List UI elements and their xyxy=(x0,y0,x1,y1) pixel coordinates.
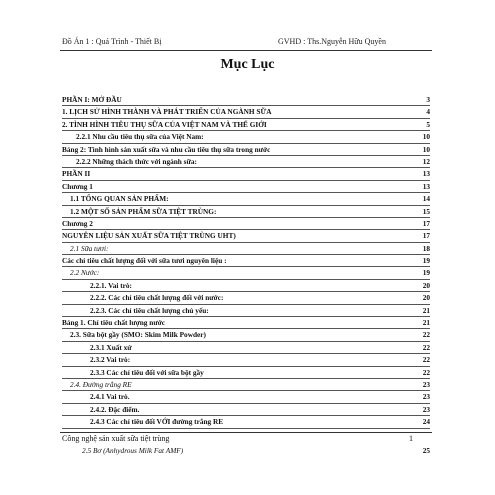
toc-entry[interactable] xyxy=(62,156,430,168)
toc-entry-text: 2.2.2. Các chỉ tiêu chất lượng đối với nước: xyxy=(90,293,224,303)
toc-entry-text: 2.4.2. Đặc điểm. xyxy=(90,404,140,414)
header-left: Đồ Án 1 : Quá Trình - Thiết Bị xyxy=(62,37,162,46)
toc-entry[interactable] xyxy=(62,342,430,354)
toc-entry-text: PHẦN I: MỞ ĐẦU xyxy=(62,95,122,104)
toc-entry[interactable] xyxy=(62,255,430,267)
toc-entry-page: 14 xyxy=(422,194,430,204)
toc-entry[interactable] xyxy=(62,230,430,242)
toc-entry-page: 10 xyxy=(422,144,430,154)
toc-entry[interactable] xyxy=(62,168,430,180)
toc-entry[interactable] xyxy=(62,243,430,255)
toc-entry[interactable] xyxy=(62,280,430,292)
toc-entry-text: 2. TÌNH HÌNH TIÊU THỤ SỮA CỦA VIỆT NAM VÀ THẾ GIỚI xyxy=(62,119,267,129)
toc-entry-text: 2.5 Bơ (Anhydrous Milk Fat AMF) xyxy=(82,446,184,455)
toc-entry-text: Chương 1 xyxy=(62,181,93,191)
toc-entry-page: 17 xyxy=(422,218,430,228)
toc-entry[interactable] xyxy=(62,119,430,131)
toc-entry-page: 22 xyxy=(422,367,430,377)
footer-left: Công nghệ sản xuất sữa tiệt trùng xyxy=(62,434,170,443)
toc-entry-text: 2.3.3 Các chỉ tiêu đối với sữa bột gầy xyxy=(90,367,204,377)
toc-entry-page: 15 xyxy=(422,206,430,216)
toc-entry[interactable] xyxy=(62,206,430,218)
toc-entry-text: 2.2.3. Các chỉ tiêu chất lượng chủ yếu: xyxy=(90,305,209,315)
toc-entry-text: Bảng 2: Tình hình sản xuất sữa và nhu cầu tiêu thụ sữa trong nước xyxy=(62,144,271,154)
toc-entry-text: 2.2.2 Những thách thức với ngành sữa: xyxy=(76,156,197,166)
toc-entry-text: NGUYÊN LIỆU SẢN XUẤT SỮA TIỆT TRÙNG UHT) xyxy=(62,231,236,241)
toc-entry-page: 13 xyxy=(422,181,430,191)
toc-entry-text: 1.2 MỘT SỐ SẢN PHẨM SỮA TIỆT TRÙNG: xyxy=(70,206,217,216)
toc-entry-text: Chương 2 xyxy=(62,218,93,228)
table-of-contents xyxy=(62,94,430,429)
toc-entry-text: Bảng 1. Chỉ tiêu chất lượng nước xyxy=(62,318,165,328)
toc-entry-page: 21 xyxy=(422,318,430,328)
toc-entry-text: 2.4.1 Vai trò. xyxy=(90,392,130,402)
toc-entry[interactable] xyxy=(62,367,430,379)
toc-entry[interactable] xyxy=(62,267,430,279)
toc-entry-page: 3 xyxy=(426,95,430,104)
toc-entry-text: 2.2.1. Vai trò: xyxy=(90,280,132,290)
toc-entry-page: 10 xyxy=(422,132,430,142)
toc-entry-page: 18 xyxy=(422,243,430,253)
toc-entry[interactable] xyxy=(62,94,430,106)
toc-entry-page: 25 xyxy=(422,446,430,455)
header-rule xyxy=(60,50,432,51)
toc-entry[interactable] xyxy=(62,317,430,329)
toc-entry-text: 2.2.1 Nhu cầu tiêu thụ sữa của Việt Nam: xyxy=(76,132,204,142)
toc-entry-text: 2.1 Sữa tươi: xyxy=(70,243,109,253)
toc-entry-text: 1.1 TỔNG QUAN SẢN PHẨM: xyxy=(70,194,169,204)
toc-entry-page: 24 xyxy=(422,417,430,427)
toc-entry[interactable] xyxy=(62,292,430,304)
footer-page-number: 1 xyxy=(409,434,413,443)
toc-entry[interactable] xyxy=(62,218,430,230)
toc-entry[interactable] xyxy=(62,354,430,366)
toc-entry[interactable] xyxy=(62,416,430,428)
toc-entry[interactable] xyxy=(62,379,430,391)
toc-entry-page: 19 xyxy=(422,256,430,266)
toc-entry[interactable] xyxy=(62,391,430,403)
toc-entry-page: 23 xyxy=(422,379,430,389)
toc-entry-page: 20 xyxy=(422,280,430,290)
toc-entry-text: 2.3.1 Xuất xứ xyxy=(90,342,132,352)
toc-entry-page: 5 xyxy=(426,119,430,129)
toc-entry-text: Các chỉ tiêu chất lượng đối với sữa tươi nguyên liệu : xyxy=(62,256,227,266)
toc-entry-page: 23 xyxy=(422,404,430,414)
header-right: GVHD : Ths.Nguyễn Hữu Quyền xyxy=(278,37,386,46)
toc-entry-page: 22 xyxy=(422,342,430,352)
page-title: Mục Lục xyxy=(220,57,275,72)
toc-entry-text: 2.4. Đường trắng RE xyxy=(70,379,132,389)
toc-entry[interactable] xyxy=(62,144,430,156)
toc-entry[interactable] xyxy=(62,131,430,143)
toc-entry-continued[interactable] xyxy=(62,446,430,456)
toc-entry-text: 2.3. Sữa bột gầy (SMO: Skim Milk Powder) xyxy=(70,330,206,340)
toc-entry[interactable] xyxy=(62,106,430,118)
toc-entry-text: PHẦN II xyxy=(62,169,91,179)
toc-entry-page: 19 xyxy=(422,268,430,278)
toc-entry-page: 22 xyxy=(422,330,430,340)
toc-entry-page: 12 xyxy=(422,156,430,166)
toc-entry[interactable] xyxy=(62,305,430,317)
toc-entry-page: 13 xyxy=(422,169,430,179)
toc-entry-page: 17 xyxy=(422,231,430,241)
toc-entry-text: 2.3.2 Vai trò: xyxy=(90,355,131,365)
toc-entry-page: 20 xyxy=(422,293,430,303)
toc-entry-text: 1. LỊCH SỬ HÌNH THÀNH VÀ PHÁT TRIỂN CỦA NGÀNH SỮA xyxy=(62,107,272,117)
toc-entry[interactable] xyxy=(62,404,430,416)
toc-entry-text: 2.2 Nước: xyxy=(70,268,100,278)
toc-entry-page: 22 xyxy=(422,355,430,365)
toc-entry[interactable] xyxy=(62,181,430,193)
toc-entry-text: 2.4.3 Các chỉ tiêu đối VỚI đường trắng RE xyxy=(90,417,224,427)
toc-entry-page: 4 xyxy=(426,107,430,117)
toc-entry-page: 23 xyxy=(422,392,430,402)
toc-entry-page: 21 xyxy=(422,305,430,315)
toc-entry[interactable] xyxy=(62,329,430,341)
footer-rule xyxy=(60,432,432,433)
toc-entry[interactable] xyxy=(62,193,430,205)
